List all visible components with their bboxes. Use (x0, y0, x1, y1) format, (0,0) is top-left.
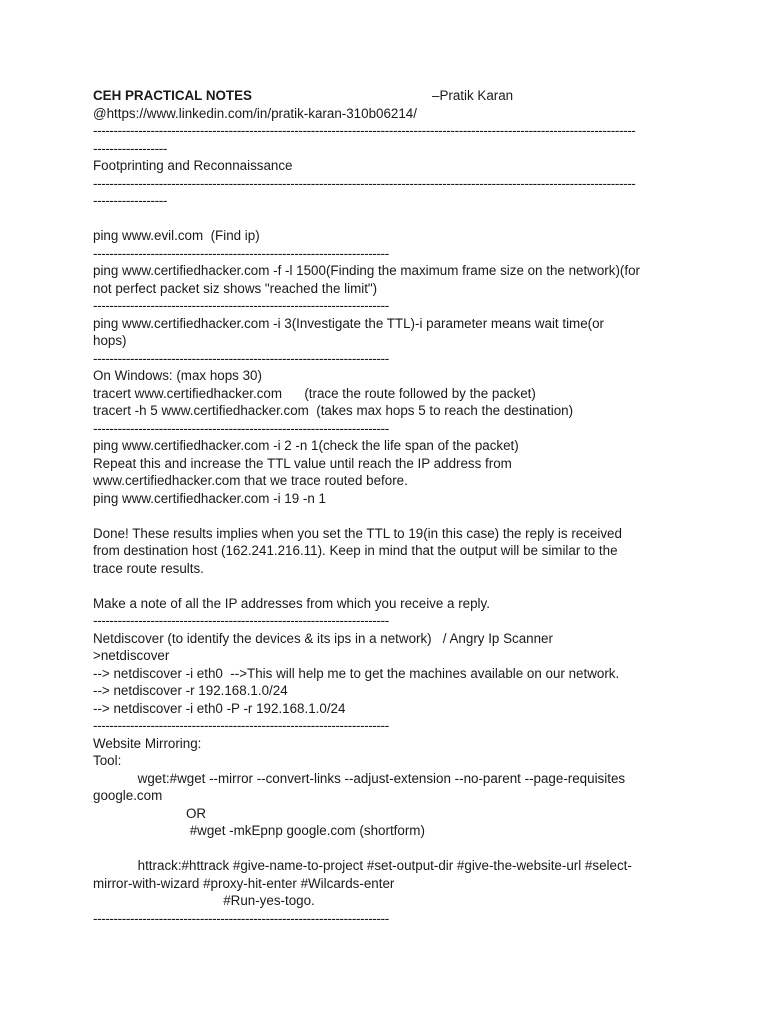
document-title: CEH PRACTICAL NOTES (93, 88, 252, 103)
short-separator: ------------------------------------------------------------------------ (93, 350, 389, 366)
notes-body (93, 87, 683, 927)
text-line: ping www.certifiedhacker.com -i 19 -n 1 (93, 490, 326, 506)
blank-line (93, 840, 683, 858)
blank-line (93, 507, 683, 525)
blank-line (93, 577, 683, 595)
text-line: OR (93, 805, 207, 821)
text-line: Tool: (93, 753, 122, 768)
text-line: ping www.certifiedhacker.com -f -l 1500(Finding the maximum frame size on the network)(for (93, 263, 640, 278)
short-separator: ------------------------------------------------------------------------ (93, 420, 389, 436)
text-line: from destination host (162.241.216.11). Keep in mind that the output will be similar to the (93, 543, 618, 558)
text-line: Repeat this and increase the TTL value until reach the IP address from (93, 455, 512, 471)
text-line: wget:#wget --mirror --convert-links --adjust-extension --no-parent --page-requisites (93, 770, 626, 786)
text-line: not perfect packet siz shows "reached the limit") (93, 280, 378, 296)
text-line: --> netdiscover -i eth0 -->This will help me to get the machines available on our network. (93, 665, 620, 681)
text-line: #wget -mkEpnp google.com (shortform) (93, 823, 425, 838)
title-row (93, 87, 683, 105)
text-line: trace route results. (93, 560, 204, 576)
text-line: httrack:#httrack #give-name-to-project #set-output-dir #give-the-website-url #select- (93, 858, 632, 873)
text-line: Netdiscover (to identify the devices & its ips in a network) / Angry Ip Scanner (93, 630, 553, 646)
text-line: --> netdiscover -r 192.168.1.0/24 (93, 683, 288, 698)
blank-line (93, 210, 683, 228)
short-separator: ------------------------------------------------------------------------ (93, 245, 389, 261)
text-line: ping www.evil.com (Find ip) (93, 228, 260, 243)
text-line: google.com (93, 788, 163, 803)
text-line: www.certifiedhacker.com that we trace routed before. (93, 473, 408, 488)
linkedin-link[interactable]: @https://www.linkedin.com/in/pratik-karan-310b06214/ (93, 105, 417, 121)
text-line: --> netdiscover -i eth0 -P -r 192.168.1.0/24 (93, 700, 346, 716)
text-line: Done! These results implies when you set the TTL to 19(in this case) the reply is received (93, 525, 622, 541)
text-line: Website Mirroring: (93, 735, 202, 751)
short-separator: ------------------------------------------------------------------------ (93, 718, 389, 733)
short-separator: ------------------------------------------------------------------------ (93, 298, 389, 313)
text-line: tracert www.certifiedhacker.com (trace the route followed by the packet) (93, 385, 536, 401)
short-separator: ------------------------------------------------------------------------ (93, 910, 389, 926)
separator-line: ------------------------------------------------------------------------------------------------------------------------------------ (93, 175, 636, 191)
text-line: mirror-with-wizard #proxy-hit-enter #Wilcards-enter (93, 875, 395, 891)
author-name: –Pratik Karan (432, 88, 514, 103)
text-line: Make a note of all the IP addresses from which you receive a reply. (93, 595, 490, 611)
text-line: #Run-yes-togo. (93, 893, 315, 908)
text-line: tracert -h 5 www.certifiedhacker.com (takes max hops 5 to reach the destination) (93, 403, 574, 418)
text-line: On Windows: (max hops 30) (93, 368, 262, 383)
text-line: ping www.certifiedhacker.com -i 3(Investigate the TTL)-i parameter means wait time(or (93, 315, 605, 331)
text-line: >netdiscover (93, 648, 170, 663)
separator-line: ------------------------------------------------------------------------------------------------------------------------------------ (93, 123, 636, 138)
text-line: ping www.certifiedhacker.com -i 2 -n 1(check the life span of the packet) (93, 438, 519, 453)
short-separator: ------------------------------------------------------------------------ (93, 613, 389, 628)
separator-line-tail: ------------------ (93, 140, 167, 156)
text-line: hops) (93, 333, 127, 348)
separator-line-tail: ------------------ (93, 193, 167, 208)
section-heading: Footprinting and Reconnaissance (93, 158, 293, 173)
